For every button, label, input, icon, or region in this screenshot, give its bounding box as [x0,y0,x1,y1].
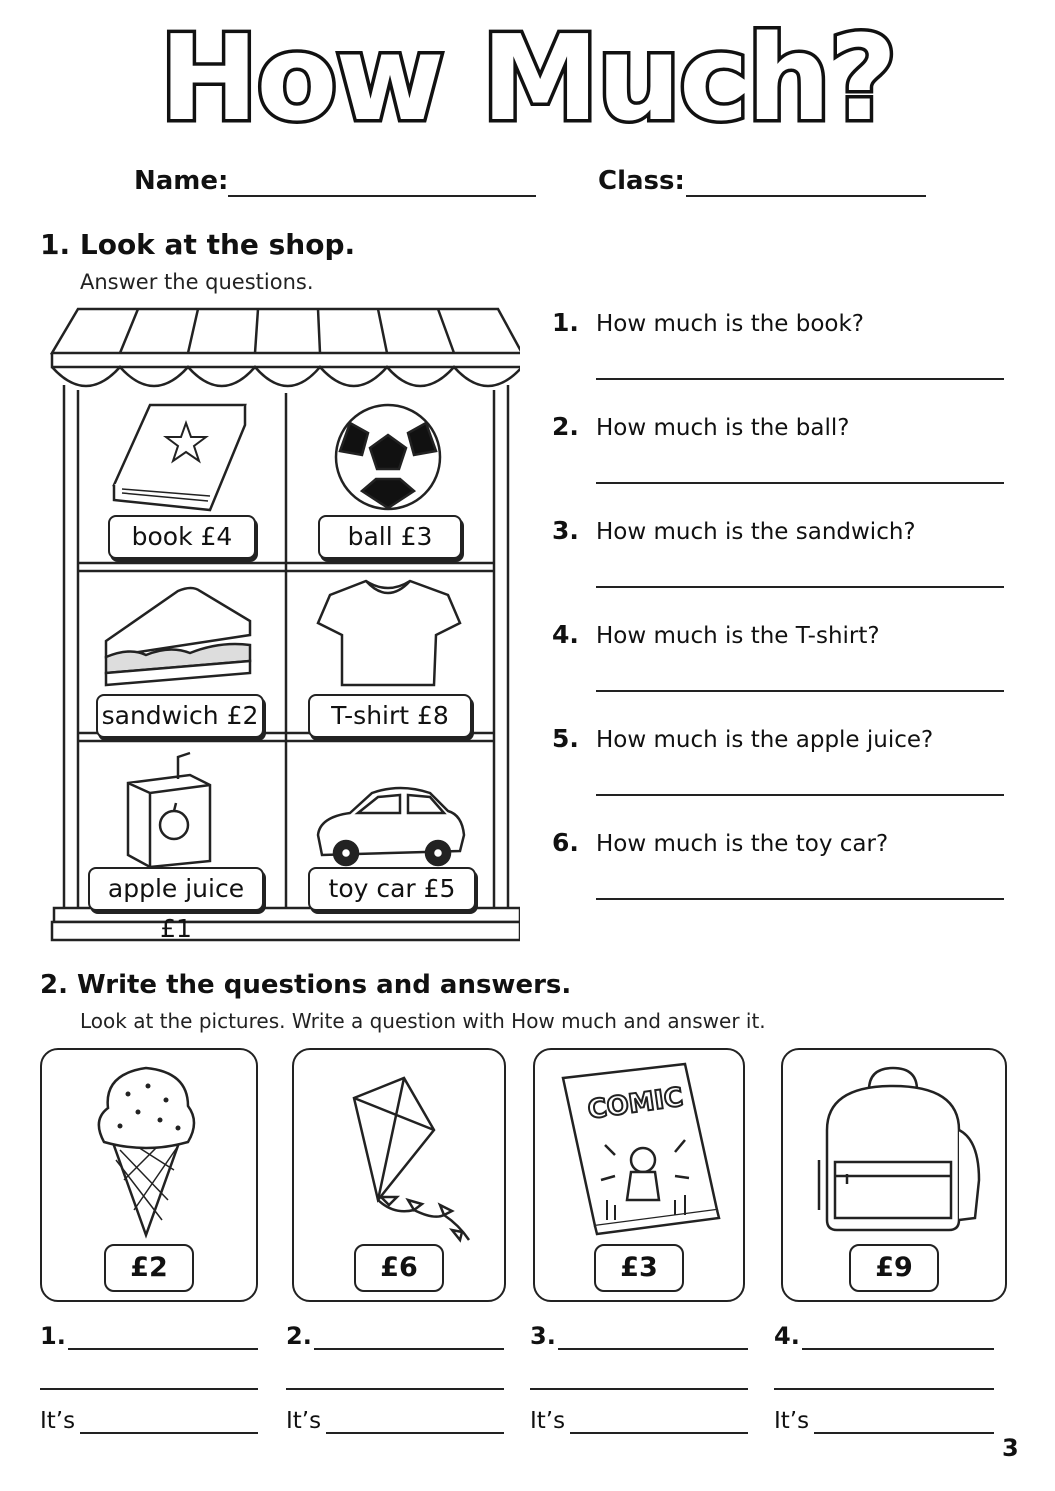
juice-box-icon [128,753,210,867]
question-text: How much is the apple juice? [596,727,934,753]
its-label: It’s [530,1408,566,1434]
answer-number: 4. [774,1322,800,1350]
class-label: Class: [598,166,685,196]
its-label: It’s [286,1408,322,1434]
question-number: 6. [552,828,579,857]
page-number: 3 [1002,1434,1019,1462]
question-number: 2. [552,412,579,441]
question-number: 1. [552,308,579,337]
section1-heading: 1. Look at the shop. [40,228,356,261]
class-field[interactable] [686,195,926,197]
section1-instruction: Answer the questions. [80,270,314,294]
comic-title: COMIC [585,1082,685,1126]
shop-illustration [50,305,520,945]
comic-book-icon [535,1050,743,1250]
question-4 [552,620,880,649]
its-label: It’s [774,1408,810,1434]
name-field[interactable] [228,195,536,197]
answer-line-d[interactable] [814,1432,994,1434]
its-label: It’s [40,1408,76,1434]
question-line-2[interactable] [314,1348,504,1350]
question-line-1b[interactable] [40,1388,258,1390]
shop-tag-book: book £4 [108,515,256,559]
sandwich-icon [106,588,250,685]
answer-line-b[interactable] [326,1432,504,1434]
answer-line-6[interactable] [596,898,1004,900]
question-1 [552,308,864,337]
ice-cream-icon [42,1050,256,1250]
section2-heading: 2. Write the questions and answers. [40,970,572,1000]
book-icon [114,405,245,510]
price-tag: £9 [849,1244,939,1292]
question-6 [552,828,888,857]
shop-tag-toy-car: toy car £5 [308,867,476,911]
question-5 [552,724,933,753]
picture-card-3 [533,1048,745,1302]
question-line-1[interactable] [68,1348,258,1350]
question-text: How much is the ball? [596,415,850,441]
section2-instruction: Look at the pictures. Write a question with How much and answer it. [80,1009,766,1033]
question-text: How much is the T-shirt? [596,623,880,649]
price-tag: £3 [594,1244,684,1292]
shop-frame-icon [50,305,520,945]
price-tag: £2 [104,1244,194,1292]
price-tag: £6 [354,1244,444,1292]
question-2 [552,412,849,441]
question-number: 5. [552,724,579,753]
answer-number: 3. [530,1322,556,1350]
answer-number: 1. [40,1322,66,1350]
shop-tag-ball: ball £3 [318,515,462,559]
question-number: 3. [552,516,579,545]
question-number: 4. [552,620,579,649]
answer-line-3[interactable] [596,586,1004,588]
shop-tag-sandwich: sandwich £2 [96,694,264,738]
kite-icon [294,1050,504,1250]
answer-line-a[interactable] [80,1432,258,1434]
answer-line-1[interactable] [596,378,1004,380]
tshirt-icon [318,581,460,685]
name-label: Name: [134,166,229,196]
answer-line-c[interactable] [570,1432,748,1434]
page-title: How Much? [159,9,896,147]
question-line-2b[interactable] [286,1388,504,1390]
ball-icon [336,405,440,509]
question-line-3[interactable] [558,1348,748,1350]
question-line-3b[interactable] [530,1388,748,1390]
question-line-4[interactable] [802,1348,994,1350]
shop-tag-tshirt: T-shirt £8 [308,694,472,738]
question-text: How much is the toy car? [596,831,889,857]
section2-answers [40,1322,1020,1442]
question-line-4b[interactable] [774,1388,994,1390]
picture-card-4 [781,1048,1007,1302]
answer-line-2[interactable] [596,482,1004,484]
question-3 [552,516,916,545]
question-text: How much is the sandwich? [596,519,916,545]
answer-line-5[interactable] [596,794,1004,796]
answer-line-4[interactable] [596,690,1004,692]
picture-card-2 [292,1048,506,1302]
question-text: How much is the book? [596,311,865,337]
picture-card-1 [40,1048,258,1302]
toy-car-icon [318,788,464,865]
answer-number: 2. [286,1322,312,1350]
shop-tag-apple-juice: apple juice £1 [88,867,264,911]
backpack-icon [783,1050,1005,1250]
